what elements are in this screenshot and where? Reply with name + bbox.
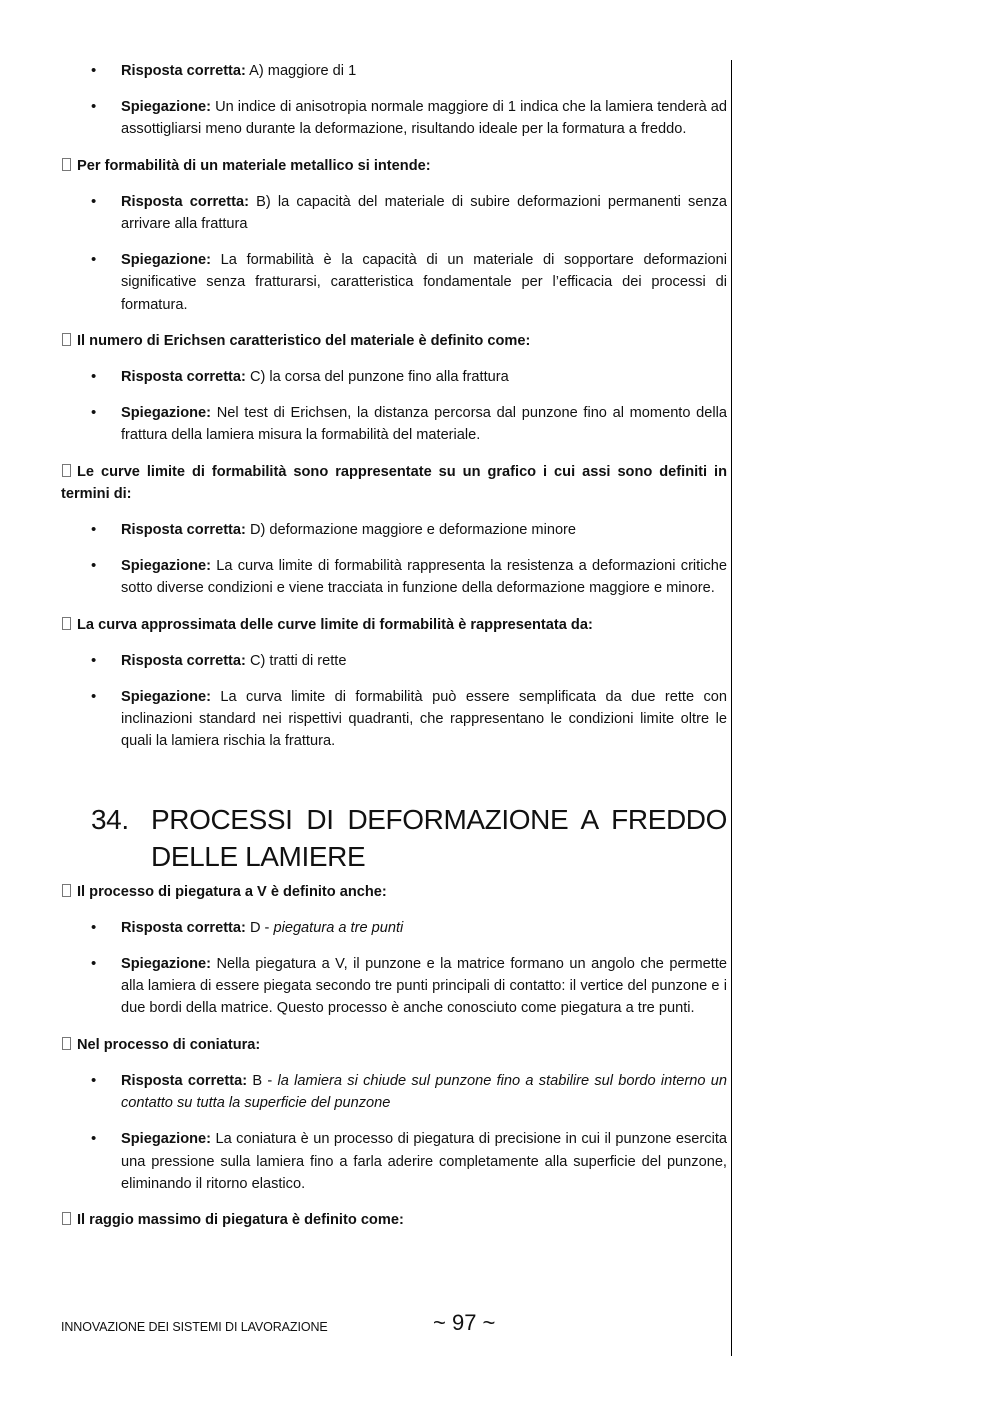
bullet-label: Spiegazione:	[121, 405, 212, 422]
question	[61, 461, 727, 505]
bullet-label: Spiegazione:	[121, 1131, 212, 1148]
bullet-item	[61, 519, 727, 541]
question	[61, 1209, 727, 1231]
bullet-label: Risposta corretta:	[121, 919, 246, 936]
bullet-item	[61, 191, 727, 235]
bullet-item	[61, 402, 727, 446]
bullet-label: Risposta corretta:	[121, 1072, 248, 1089]
bullet-item	[61, 96, 727, 140]
section-number: 34.	[91, 803, 129, 835]
bullet-text: D -	[245, 919, 274, 936]
missing-glyph-icon	[62, 158, 71, 171]
bullet-item	[61, 686, 727, 753]
question-text: Il processo di piegatura a V è definito anche:	[77, 883, 387, 900]
bullet-label: Risposta corretta:	[121, 369, 246, 386]
bullet-text: Nel test di Erichsen, la distanza percorsa dal punzone fino al momento della frattura della lamiera misura la formabilità del materiale.	[121, 405, 727, 444]
bullet-italic-text: la lamiera si chiude sul punzone fino a stabilire sul bordo interno un contatto su tutta la superficie del punzone	[121, 1072, 727, 1112]
bullet-text: La coniatura è un processo di piegatura di precisione in cui il punzone esercita una pressione sulla lamiera fino a farla aderire completamente alla superficie del punzone, eliminando il ritorno elastico.	[121, 1131, 727, 1192]
page-content	[61, 60, 727, 1245]
missing-glyph-icon	[62, 464, 71, 477]
bullet-text: C) la corsa del punzone fino alla frattura	[245, 369, 509, 386]
question	[61, 330, 727, 352]
missing-glyph-icon	[62, 333, 71, 346]
question-text: La curva approssimata delle curve limite di formabilità è rappresentata da:	[77, 616, 593, 633]
bullet-label: Risposta corretta:	[121, 652, 246, 669]
bullet-item	[61, 366, 727, 388]
bullet-label: Spiegazione:	[121, 956, 212, 973]
question	[61, 614, 727, 636]
bullet-text: Un indice di anisotropia normale maggiore di 1 indica che la lamiera tenderà ad assottigliarsi meno durante la deformazione, risultando ideale per la formatura a freddo.	[121, 99, 727, 138]
section-heading	[61, 801, 727, 875]
bullet-item	[61, 555, 727, 599]
bullet-item	[61, 917, 727, 939]
missing-glyph-icon	[62, 617, 71, 630]
question-text: Il numero di Erichsen caratteristico del materiale è definito come:	[77, 332, 531, 349]
missing-glyph-icon	[62, 884, 71, 897]
bullet-item	[61, 1070, 727, 1114]
question	[61, 881, 727, 903]
question-text: Nel processo di coniatura:	[77, 1036, 261, 1053]
section-title-line2: DELLE LAMIERE	[151, 840, 366, 872]
bullet-label: Spiegazione:	[121, 689, 212, 706]
bullet-label: Spiegazione:	[121, 99, 212, 116]
bullet-text: D) deformazione maggiore e deformazione minore	[245, 522, 577, 539]
footer-course-title: INNOVAZIONE DEI SISTEMI DI LAVORAZIONE	[61, 1320, 328, 1334]
bullet-label: Spiegazione:	[121, 252, 212, 269]
bullet-text: Nella piegatura a V, il punzone e la matrice formano un angolo che permette alla lamiera di essere piegata secondo tre punti principali di contatto: il vertice del punzone e i due bordi della matrice. Questo processo è anche conosciuto come piegatura a tre punti.	[121, 956, 727, 1017]
bullet-label: Risposta corretta:	[121, 522, 246, 539]
bullet-item	[61, 650, 727, 672]
section-title-line1: PROCESSI DI DEFORMAZIONE A FREDDO	[151, 803, 727, 835]
question	[61, 1034, 727, 1056]
bullet-label: Risposta corretta:	[121, 193, 249, 210]
missing-glyph-icon	[62, 1212, 71, 1225]
bullet-item	[61, 953, 727, 1020]
question	[61, 155, 727, 177]
page-number: ~ 97 ~	[433, 1310, 496, 1335]
margin-rule	[731, 60, 732, 1356]
bullet-item	[61, 1128, 727, 1195]
bullet-label: Risposta corretta:	[121, 63, 246, 79]
bullet-italic-text: piegatura a tre punti	[273, 919, 404, 936]
question-text: Il raggio massimo di piegatura è definito come:	[77, 1211, 404, 1228]
bullet-item	[61, 60, 727, 82]
bullet-label: Spiegazione:	[121, 558, 212, 575]
bullet-text: La formabilità è la capacità di un materiale di sopportare deformazioni significative senza fratturarsi, caratteristica fondamentale per l’efficacia dei processi di formatura.	[121, 252, 727, 313]
bullet-text: La curva limite di formabilità rappresenta la resistenza a deformazioni critiche sotto diverse condizioni e viene tracciata in funzione della deformazione maggiore e minore.	[121, 558, 727, 597]
missing-glyph-icon	[62, 1037, 71, 1050]
bullet-item	[61, 249, 727, 316]
bullet-text: B -	[247, 1072, 278, 1089]
bullet-text: B) la capacità del materiale di subire deformazioni permanenti senza arrivare alla frattura	[121, 193, 727, 233]
question-text: Per formabilità di un materiale metallico si intende:	[77, 157, 431, 174]
bullet-text: A) maggiore di 1	[245, 63, 357, 79]
bullet-text: C) tratti di rette	[245, 652, 347, 669]
question-text: Le curve limite di formabilità sono rappresentate su un grafico i cui assi sono definiti in termini di:	[61, 463, 727, 502]
bullet-text: La curva limite di formabilità può essere semplificata da due rette con inclinazioni standard nei rispettivi quadranti, che rappresentano le condizioni limite oltre le quali la lamiera rischia la frattura.	[121, 689, 727, 750]
